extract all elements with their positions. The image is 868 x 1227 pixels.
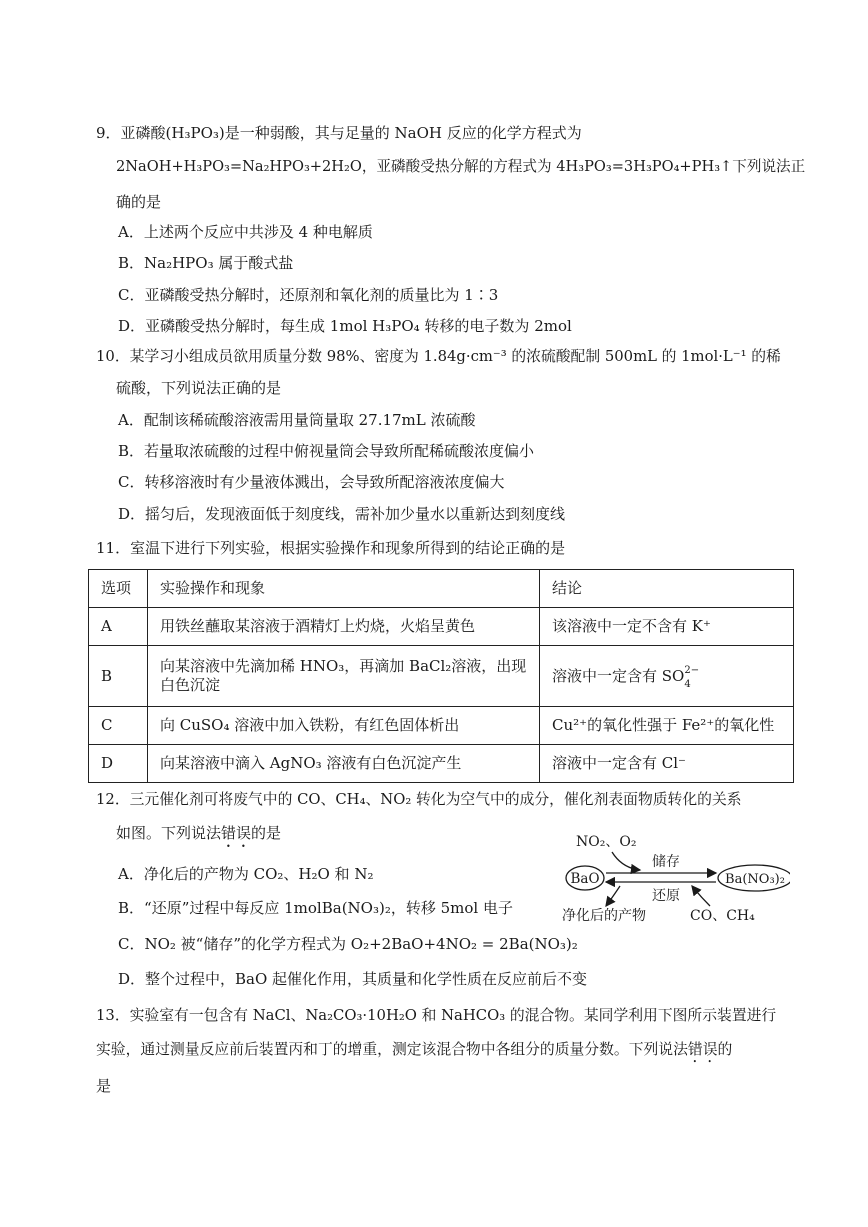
header-option: 选项 [89,570,148,608]
q11-stem: 11．室温下进行下列实验，根据实验操作和现象所得到的结论正确的是 [96,539,566,557]
q9-option-c: C．亚磷酸受热分解时，还原剂和氧化剂的质量比为 1∶3 [118,286,499,304]
sulfate-charge [684,664,700,690]
q13-stem-line1: 13．实验室有一包含有 NaCl、Na₂CO₃·10H₂O 和 NaHCO₃ 的混合物。某同学利用下图所示装置进行 [96,1007,777,1024]
table-row [89,707,794,745]
table-row [89,608,794,646]
q10-option-b: B．若量取浓硫酸的过程中俯视量筒会导致所配稀硫酸浓度偏小 [118,442,535,460]
q9-stem-line3: 确的是 [116,193,162,211]
input-top-arrow [612,852,640,870]
q10-option-d: D．摇匀后，发现液面低于刻度线，需补加少量水以重新达到刻度线 [118,505,566,523]
q9-option-b: B．Na₂HPO₃ 属于酸式盐 [118,254,294,272]
row-b-operation-line2: 白色沉淀 [160,676,221,694]
row-b-operation [148,646,540,707]
catalyst-cycle-diagram [560,828,790,928]
sulfate-subscript: 4 [684,678,691,690]
q10-stem-line2: 硫酸，下列说法正确的是 [116,379,282,397]
row-a-conclusion: 该溶液中一定不含有 K⁺ [540,608,794,646]
q13-emphasis-wrong: 错误 [687,1041,718,1058]
q12-stem-line1: 12．三元催化剂可将废气中的 CO、CH₄、NO₂ 转化为空气中的成分，催化剂表面物质转化的关系 [96,791,742,808]
q9-option-d: D．亚磷酸受热分解时，每生成 1mol H₃PO₄ 转移的电子数为 2mol [118,317,572,335]
q13-stem-line2-a: 实验，通过测量反应前后装置丙和丁的增重，测定该混合物中各组分的质量分数。下列说法 [96,1041,688,1058]
row-a-option: A [89,608,148,646]
diagram-output-bottom: 净化后的产物 [562,908,646,924]
experiment-table [88,569,794,783]
table-header-row [89,570,794,608]
table-row [89,646,794,707]
q12-option-c: C．NO₂ 被“储存”的化学方程式为 O₂+2BaO+4NO₂ = 2Ba(NO₃)₂ [118,935,578,953]
table-row [89,745,794,783]
row-d-operation: 向某溶液中滴入 AgNO₃ 溶液有白色沉淀产生 [148,745,540,783]
q10-option-c: C．转移溶液时有少量液体溅出，会导致所配溶液浓度偏大 [118,473,505,491]
row-d-conclusion: 溶液中一定含有 Cl⁻ [540,745,794,783]
q9-stem-line1: 9．亚磷酸(H₃PO₃)是一种弱酸，其与足量的 NaOH 反应的化学方程式为 [96,124,582,142]
q13-stem-line2 [96,1040,732,1066]
diagram-banitrate-node: Ba(NO₃)₂ [725,872,785,887]
diagram-bao-node: BaO [570,871,600,887]
diagram-reduce-label: 还原 [652,888,680,904]
q12-option-d: D．整个过程中，BaO 起催化作用，其质量和化学性质在反应前后不变 [118,970,588,988]
q10-option-a: A．配制该稀硫酸溶液需用量筒量取 27.17mL 浓硫酸 [118,411,476,429]
q13-stem-line2-c: 的 [717,1041,733,1058]
row-a-operation: 用铁丝蘸取某溶液于酒精灯上灼烧，火焰呈黄色 [148,608,540,646]
row-c-operation: 向 CuSO₄ 溶液中加入铁粉，有红色固体析出 [148,707,540,745]
header-conclusion: 结论 [540,570,794,608]
q12-option-a: A．净化后的产物为 CO₂、H₂O 和 N₂ [118,865,374,883]
q12-stem-line2 [116,823,281,851]
q12-option-b: B．“还原”过程中每反应 1molBa(NO₃)₂，转移 5mol 电子 [118,899,513,917]
q10-stem-line1: 10．某学习小组成员欲用质量分数 98%、密度为 1.84g·cm⁻³ 的浓硫酸配制 500mL 的 1mol·L⁻¹ 的稀 [96,348,781,365]
q12-emphasis-wrong: 错误 [221,824,252,842]
row-b-operation-line1: 向某溶液中先滴加稀 HNO₃，再滴加 BaCl₂溶液，出现 [160,657,527,675]
row-b-option: B [89,646,148,707]
diagram-input-bottom: CO、CH₄ [690,908,755,924]
input-bottom-arrow [692,886,710,906]
diagram-store-label: 储存 [652,854,680,870]
diagram-input-top: NO₂、O₂ [576,834,637,850]
row-b-conclusion-text: 溶液中一定含有 SO [552,666,685,685]
row-b-conclusion [540,646,794,707]
row-d-option: D [89,745,148,783]
row-c-option: C [89,707,148,745]
q13-stem-line3: 是 [96,1077,112,1095]
q12-stem-line2-c: 的是 [251,824,282,842]
row-c-conclusion: Cu²⁺的氧化性强于 Fe²⁺的氧化性 [540,707,794,745]
q12-stem-line2-a: 如图。下列说法 [116,824,222,842]
header-operation: 实验操作和现象 [148,570,540,608]
q9-stem-line2: 2NaOH+H₃PO₃=Na₂HPO₃+2H₂O，亚磷酸受热分解的方程式为 4H₃PO₃=3H₃PO₄+PH₃↑下列说法正 [116,158,806,175]
q9-option-a: A．上述两个反应中共涉及 4 种电解质 [118,223,373,241]
output-arrow [606,886,620,906]
sulfate-superscript: 2− [684,664,700,676]
